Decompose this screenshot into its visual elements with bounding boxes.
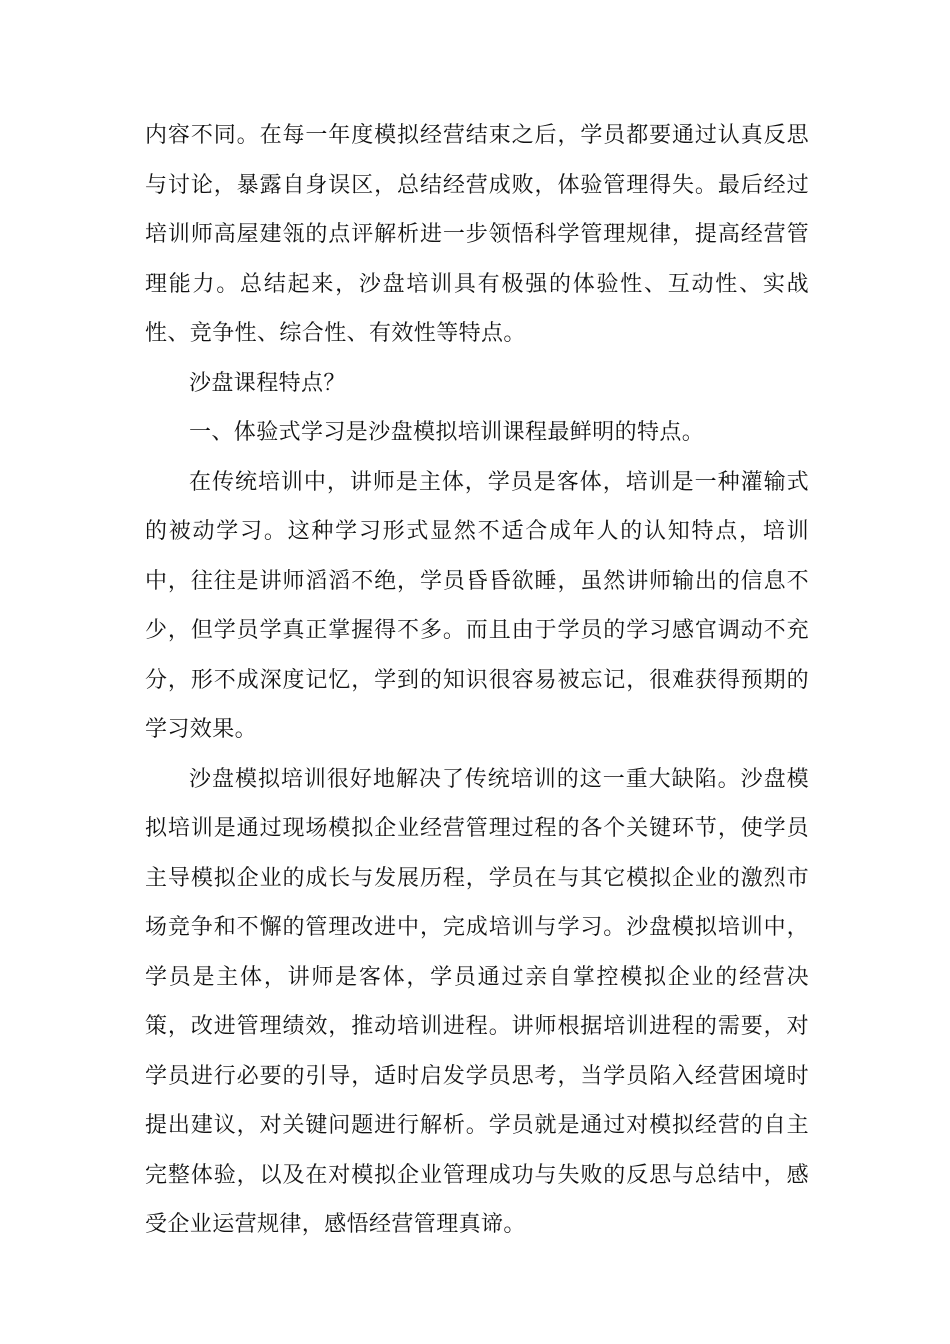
paragraph-traditional-training: 在传统培训中，讲师是主体，学员是客体，培训是一种灌输式的被动学习。这种学习形式显然不适合成年人的认知特点，培训中，往往是讲师滔滔不绝，学员昏昏欲睡，虽然讲师输出的信息不少，但学员学真正掌握得不多。而且由于学员的学习感官调动不充分，形不成深度记忆，学到的知识很容易被忘记，很难获得预期的学习效果。 (145, 469, 809, 742)
paragraph-sandbox-training: 沙盘模拟培训很好地解决了传统培训的这一重大缺陷。沙盘模拟培训是通过现场模拟企业经营管理过程的各个关键环节，使学员主导模拟企业的成长与发展历程，学员在与其它模拟企业的激烈市场竞争和不懈的管理改进中，完成培训与学习。沙盘模拟培训中，学员是主体，讲师是客体，学员通过亲自掌控模拟企业的经营决策，改进管理绩效，推动培训进程。讲师根据培训进程的需要，对学员进行必要的引导，适时启发学员思考，当学员陷入经营困境时提出建议，对关键问题进行解析。学员就是通过对模拟经营的自主完整体验，以及在对模拟企业管理成功与失败的反思与总结中，感受企业运营规律，感悟经营管理真谛。 (145, 766, 809, 1237)
subheading-experiential-learning: 一、体验式学习是沙盘模拟培训课程最鲜明的特点。 (189, 420, 705, 445)
paragraph-continuation: 内容不同。在每一年度模拟经营结束之后，学员都要通过认真反思与讨论，暴露自身误区，总结经营成败，体验管理得失。最后经过培训师高屋建瓴的点评解析进一步领悟科学管理规律，提高经营管理能力。总结起来，沙盘培训具有极强的体验性、互动性、实战性、竞争性、综合性、有效性等特点。 (145, 123, 809, 346)
document-body (145, 111, 809, 1250)
section-heading-course-features: 沙盘课程特点？ (189, 370, 346, 396)
